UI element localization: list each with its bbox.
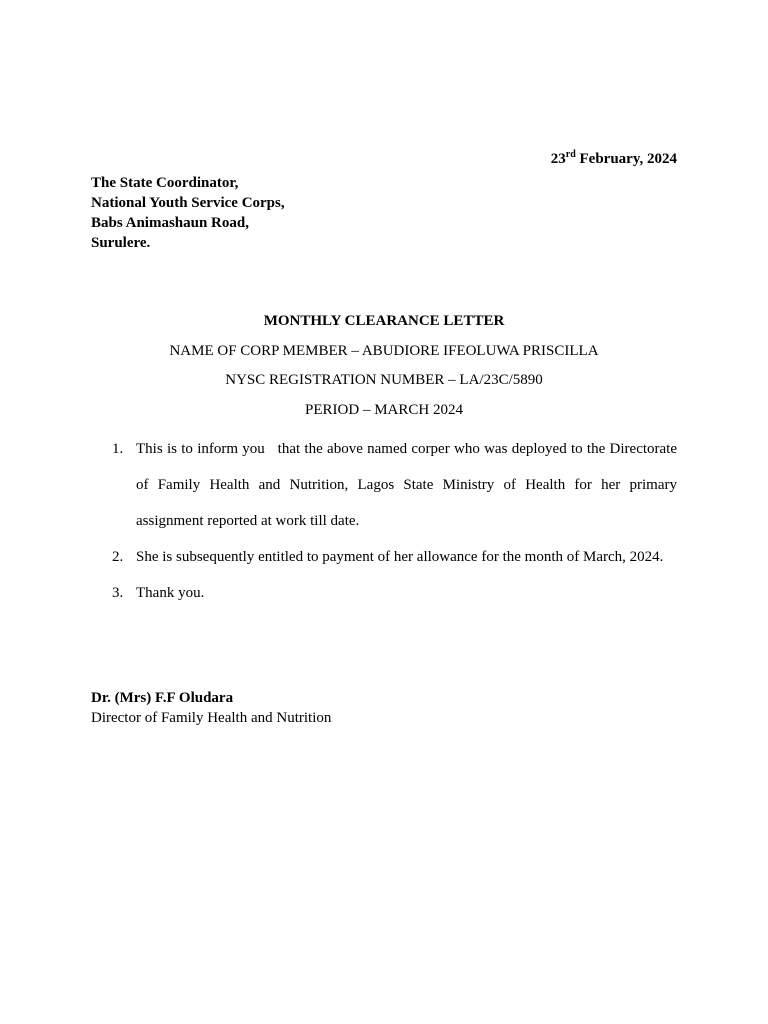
corp-member-name: NAME OF CORP MEMBER – ABUDIORE IFEOLUWA PRISCILLA (169, 343, 599, 359)
letter-title: MONTHLY CLEARANCE LETTER (263, 313, 505, 329)
item-text: This is to inform you that the above named corper who was deployed to the Directorate of Family Health and Nutrition, Lagos State Ministry of Health for her primary assignment reported at work till date. (136, 441, 681, 529)
date-month-year: February, 2024 (575, 151, 677, 167)
item-number: 1. (112, 441, 124, 457)
item-text: Thank you. (136, 585, 205, 601)
list-item (112, 431, 681, 539)
item-number: 2. (112, 549, 124, 565)
date-suffix: rd (565, 149, 576, 160)
address-line: Babs Animashaun Road, (91, 215, 249, 231)
address-line: Surulere. (91, 235, 151, 251)
date-day: 23 (550, 151, 566, 167)
letter-body-list (112, 431, 681, 611)
address-line: The State Coordinator, (91, 175, 239, 191)
item-number: 3. (112, 585, 124, 601)
registration-number: NYSC REGISTRATION NUMBER – LA/23C/5890 (225, 372, 543, 388)
list-item (112, 575, 677, 611)
recipient-address (91, 173, 285, 253)
signatory-title: Director of Family Health and Nutrition (91, 710, 332, 726)
signature-block (91, 688, 331, 728)
period: PERIOD – MARCH 2024 (305, 402, 463, 418)
signatory-name: Dr. (Mrs) F.F Oludara (91, 690, 234, 706)
list-item (112, 539, 677, 575)
address-line: National Youth Service Corps, (91, 195, 285, 211)
item-text: She is subsequently entitled to payment of her allowance for the month of March, 2024. (136, 549, 664, 565)
letter-date (551, 151, 677, 168)
